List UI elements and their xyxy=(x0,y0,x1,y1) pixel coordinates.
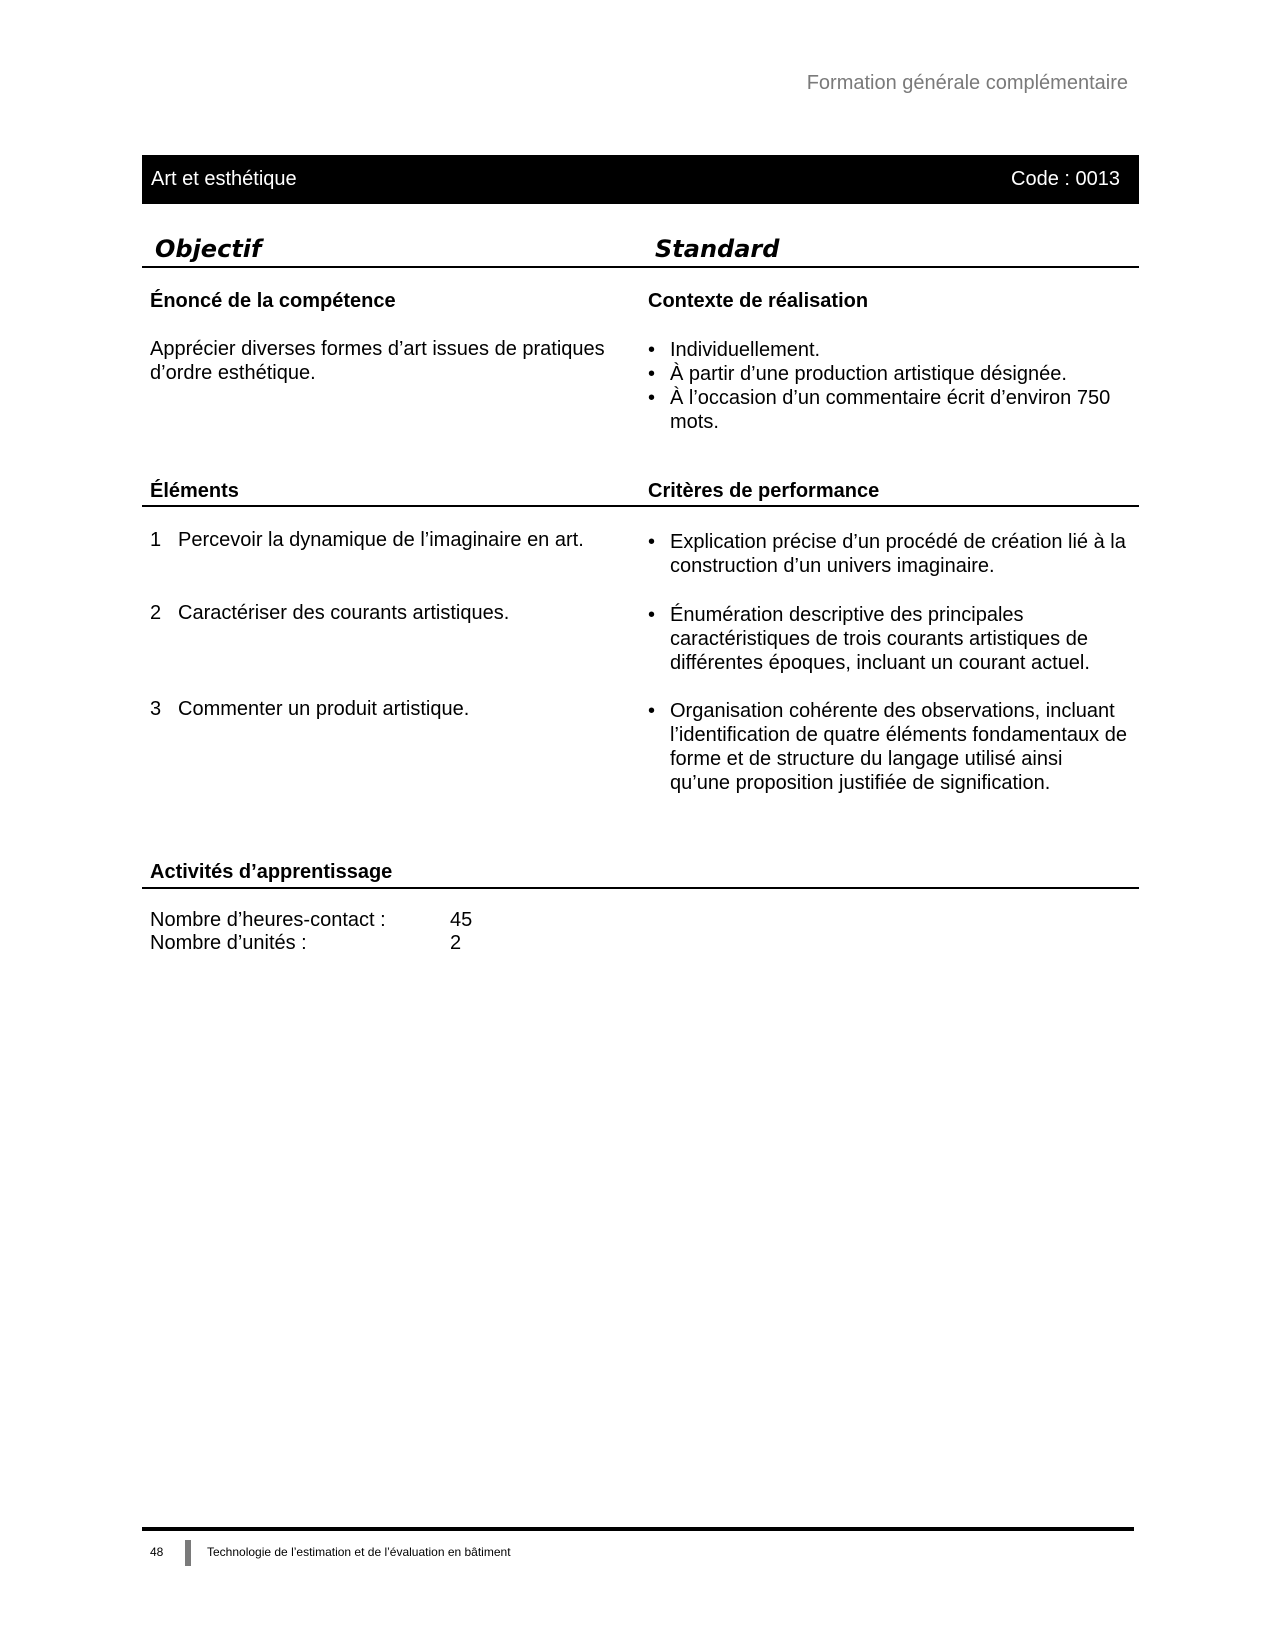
activities-rule xyxy=(142,887,1139,889)
criteria-heading: Critères de performance xyxy=(648,480,880,502)
objectif-heading: Objectif xyxy=(155,235,262,263)
heading-rule xyxy=(142,266,1139,268)
context-heading: Contexte de réalisation xyxy=(648,290,869,312)
footer-divider xyxy=(185,1540,191,1566)
hours-value: 45 xyxy=(450,909,473,931)
document-title: Technologie de l’estimation et de l’évaluation en bâtiment xyxy=(207,1545,511,1559)
bullet: • xyxy=(648,700,656,722)
element-text: Percevoir la dynamique de l’imaginaire en art. xyxy=(178,529,584,551)
standard-heading: Standard xyxy=(655,235,780,263)
course-name: Art et esthétique xyxy=(151,168,297,190)
bullet: • xyxy=(648,531,656,553)
footer-rule xyxy=(142,1527,1134,1531)
element-text: Commenter un produit artistique. xyxy=(178,698,470,720)
competence-heading: Énoncé de la compétence xyxy=(150,290,396,312)
element-number: 2 xyxy=(150,602,162,624)
section-header: Formation générale complémentaire xyxy=(806,72,1128,94)
elements-rule xyxy=(142,505,1139,507)
bullet: • xyxy=(648,339,656,361)
units-value: 2 xyxy=(450,932,462,954)
hours-label: Nombre d’heures-contact : xyxy=(150,909,386,931)
competence-text: Apprécier diverses formes d’art issues de pratiques d’ordre esthétique. xyxy=(150,338,605,384)
element-text: Caractériser des courants artistiques. xyxy=(178,602,510,624)
title-bar xyxy=(142,155,1139,204)
element-number: 3 xyxy=(150,698,162,720)
bullet: • xyxy=(648,387,656,409)
elements-heading: Éléments xyxy=(150,480,239,502)
criterion-item: • Énumération descriptive des principales caractéristiques de trois courants artistiques de différentes époques, incluant un courant actuel. xyxy=(648,604,1090,674)
page-number: 48 xyxy=(150,1545,164,1559)
list-item: • À partir d’une production artistique désignée. xyxy=(648,363,1067,385)
units-label: Nombre d’unités : xyxy=(150,932,307,954)
element-number: 1 xyxy=(150,529,162,551)
course-code: Code : 0013 xyxy=(1011,168,1120,190)
criterion-item: • Explication précise d’un procédé de création lié à la construction d’un univers imaginaire. xyxy=(648,531,1126,577)
context-list xyxy=(648,338,1118,434)
criterion-item: • Organisation cohérente des observations, incluant l’identification de quatre éléments fondamentaux de forme et de structure du langage utilisé ainsi qu’une proposition justifiée de signification. xyxy=(648,700,1127,794)
activities-heading: Activités d’apprentissage xyxy=(150,861,393,883)
bullet: • xyxy=(648,604,656,626)
bullet: • xyxy=(648,363,656,385)
list-item: • Individuellement. xyxy=(648,339,821,361)
list-item: • À l’occasion d’un commentaire écrit d’environ 750 mots. xyxy=(648,387,1111,433)
